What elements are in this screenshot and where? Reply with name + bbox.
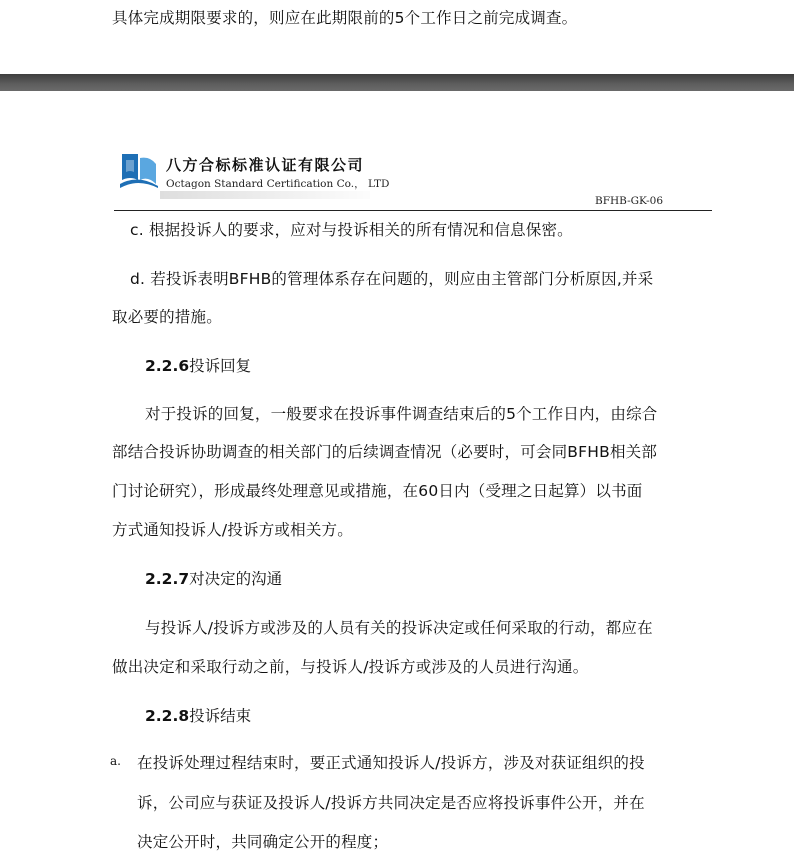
paragraph-line: 方式通知投诉人/投诉方或相关方。 xyxy=(112,521,353,539)
paragraph-line: 门讨论研究），形成最终处理意见或措施，在60日内（受理之日起算）以书面 xyxy=(112,482,643,500)
document-page xyxy=(0,91,794,864)
item-a-line: 诉，公司应与获证及投诉人/投诉方共同决定是否应将投诉事件公开，并在 xyxy=(137,794,645,812)
page-separator xyxy=(0,74,794,91)
item-d-line-1: d. 若投诉表明BFHB的管理体系存在问题的，则应由主管部门分析原因,并采 xyxy=(130,270,654,288)
company-name-en: Octagon Standard Certification Co.， LTD xyxy=(166,178,390,190)
section-number: 2.2.7 xyxy=(145,570,190,588)
item-a-line: 在投诉处理过程结束时，要正式通知投诉人/投诉方，涉及对获证组织的投 xyxy=(137,754,645,772)
section-heading-2-2-7 xyxy=(145,567,282,589)
paragraph-line: 与投诉人/投诉方或涉及的人员有关的投诉决定或任何采取的行动，都应在 xyxy=(145,619,653,637)
paragraph-line: 做出决定和采取行动之前，与投诉人/投诉方或涉及的人员进行沟通。 xyxy=(112,658,589,676)
item-d-line-2: 取必要的措施。 xyxy=(112,308,222,326)
section-number: 2.2.8 xyxy=(145,707,190,725)
paragraph-line: 部结合投诉协助调查的相关部门的后续调查情况（必要时，可会同BFHB相关部 xyxy=(112,443,658,461)
item-a-line: 决定公开时，共同确定公开的程度； xyxy=(137,833,389,851)
company-logo-icon xyxy=(118,150,160,190)
header-divider xyxy=(114,210,712,211)
section-title: 投诉回复 xyxy=(189,357,252,375)
company-name-cn: 八方合标标准认证有限公司 xyxy=(166,156,365,174)
section-title: 对决定的沟通 xyxy=(189,570,283,588)
header-decoration xyxy=(160,191,370,199)
paragraph-line: 对于投诉的回复，一般要求在投诉事件调查结束后的5个工作日内，由综合 xyxy=(145,405,658,423)
list-marker: a. xyxy=(110,754,121,768)
section-heading-2-2-6 xyxy=(145,354,251,376)
previous-page-last-line: 具体完成期限要求的，则应在此期限前的5个工作日之前完成调查。 xyxy=(112,9,578,27)
section-number: 2.2.6 xyxy=(145,357,190,375)
item-c: c. 根据投诉人的要求，应对与投诉相关的所有情况和信息保密。 xyxy=(130,221,573,239)
section-title: 投诉结束 xyxy=(189,707,252,725)
previous-page xyxy=(0,0,794,74)
section-heading-2-2-8 xyxy=(145,704,251,726)
document-code: BFHB-GK-06 xyxy=(595,195,663,207)
